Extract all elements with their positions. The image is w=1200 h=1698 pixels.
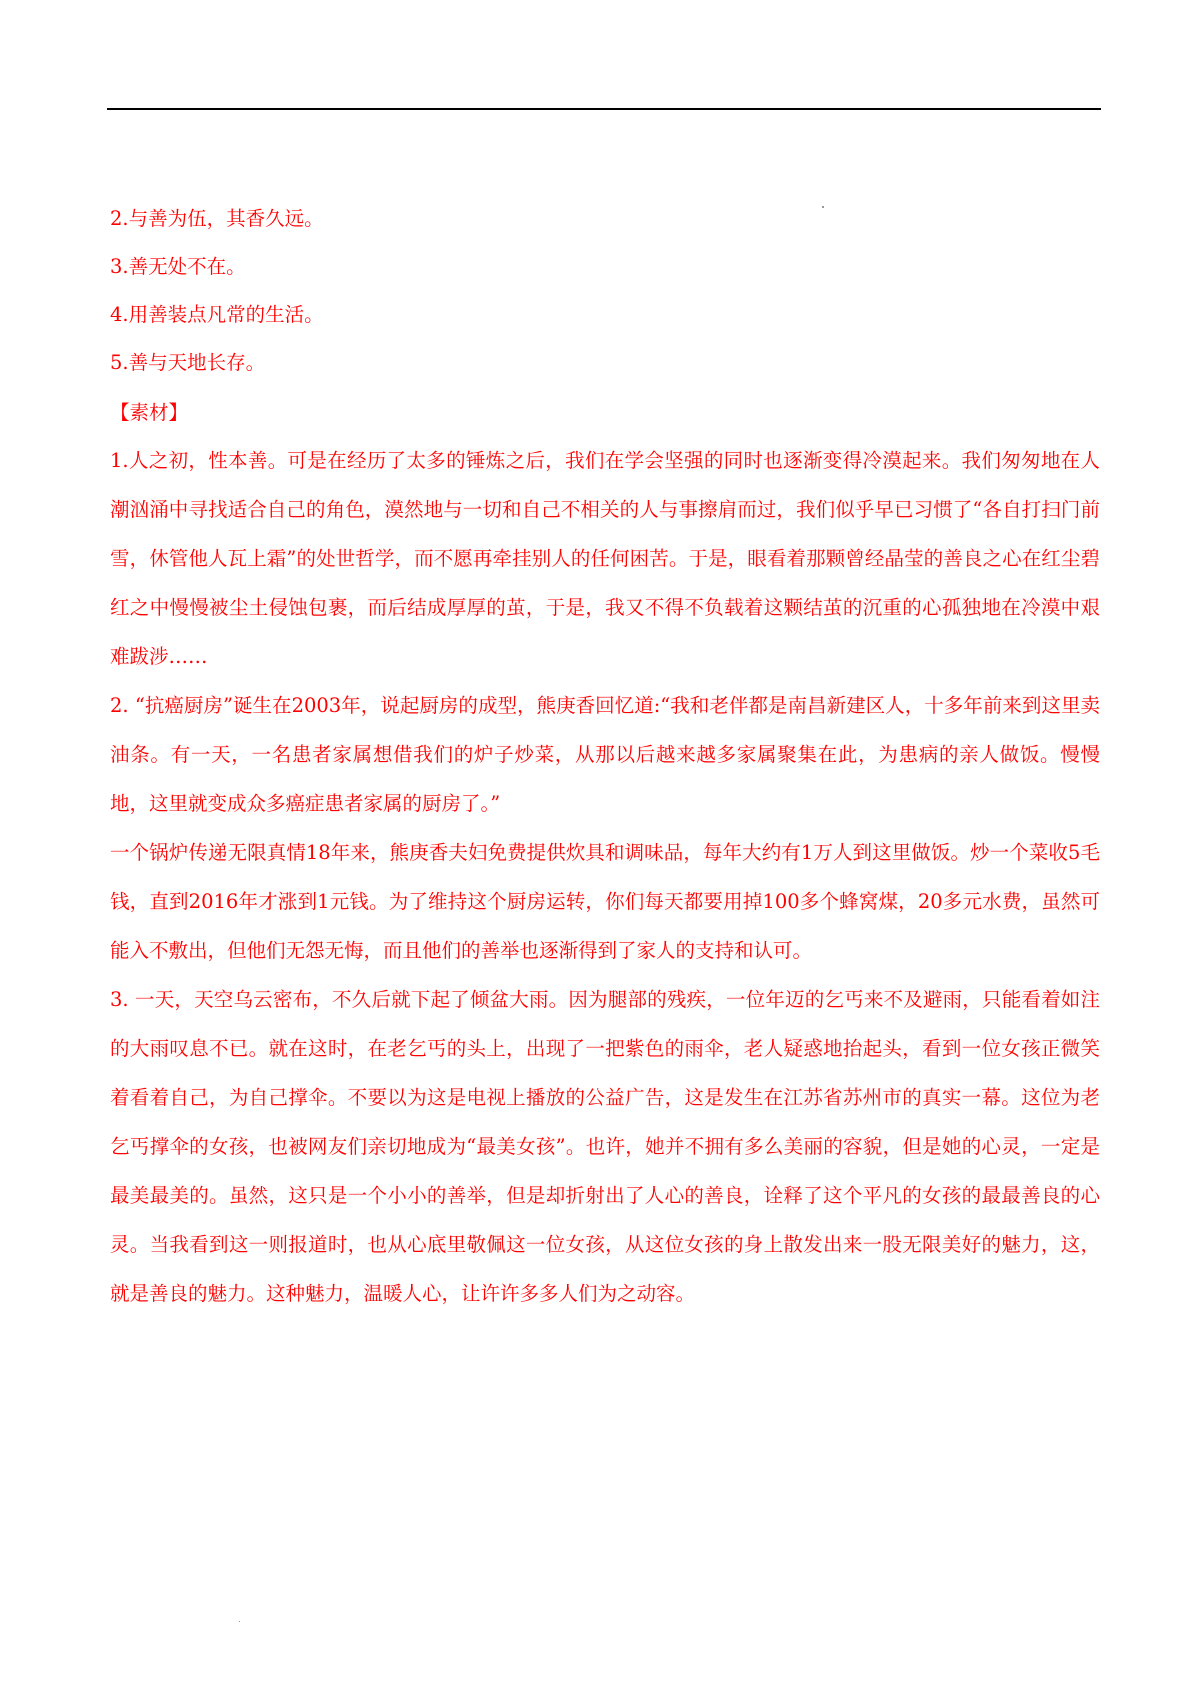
header-rule: [107, 108, 1101, 110]
material-paragraph: 2. “抗癌厨房”诞生在2003年，说起厨房的成型，熊庚香回忆道:“我和老伴都是南昌新建区人，十多年前来到这里卖油条。有一天，一名患者家属想借我们的炉子炒菜，从那以后越来越多家属聚集在此，为患病的亲人做饭。慢慢地，这里就变成众多癌症患者家属的厨房了。”: [110, 694, 1100, 815]
section-label-materials: 【素材】: [110, 401, 189, 424]
point-item: 2.与善为伍，其香久远。: [110, 207, 324, 230]
material-paragraph: 一个锅炉传递无限真情18年来，熊庚香夫妇免费提供炊具和调味品，每年大约有1万人到这里做饭。炒一个菜收5毛钱，直到2016年才涨到1元钱。为了维持这个厨房运转，你们每天都要用掉100多个蜂窝煤，20多元水费，虽然可能入不敷出，但他们无怨无悔，而且他们的善举也逐渐得到了家人的支持和认可。: [110, 841, 1100, 962]
point-item: 4.用善装点凡常的生活。: [110, 303, 324, 326]
material-paragraph: 3. 一天，天空乌云密布，不久后就下起了倾盆大雨。因为腿部的残疾，一位年迈的乞丐来不及避雨，只能看着如注的大雨叹息不已。就在这时，在老乞丐的头上，出现了一把紫色的雨伞，老人疑惑地抬起头，看到一位女孩正微笑着看着自己，为自己撑伞。不要以为这是电视上播放的公益广告，这是发生在江苏省苏州市的真实一幕。这位为老乞丐撑伞的女孩，也被网友们亲切地成为“最美女孩”。也许，她并不拥有多么美丽的容貌，但是她的心灵，一定是最美最美的。虽然，这只是一个小小的善举，但是却折射出了人心的善良，诠释了这个平凡的女孩的最最善良的心灵。当我看到这一则报道时，也从心底里敬佩这一位女孩，从这位女孩的身上散发出来一股无限美好的魅力，这，就是善良的魅力。这种魅力，温暖人心，让许许多多人们为之动容。: [110, 988, 1100, 1305]
point-item: 5.善与天地长存。: [110, 351, 266, 374]
material-paragraph: 1.人之初，性本善。可是在经历了太多的锤炼之后，我们在学会坚强的同时也逐渐变得冷漠起来。我们匆匆地在人潮汹涌中寻找适合自己的角色，漠然地与一切和自己不相关的人与事擦肩而过，我们似乎早已习惯了“各自打扫门前雪，休管他人瓦上霜”的处世哲学，而不愿再牵挂别人的任何困苦。于是，眼看着那颗曾经晶莹的善良之心在红尘碧红之中慢慢被尘土侵蚀包裹，而后结成厚厚的茧，于是，我又不得不负载着这颗结茧的沉重的心孤独地在冷漠中艰难跋涉……: [110, 449, 1100, 668]
scan-speck: [239, 1621, 240, 1622]
point-item: 3.善无处不在。: [110, 255, 246, 278]
document-body: [110, 198, 1100, 1318]
